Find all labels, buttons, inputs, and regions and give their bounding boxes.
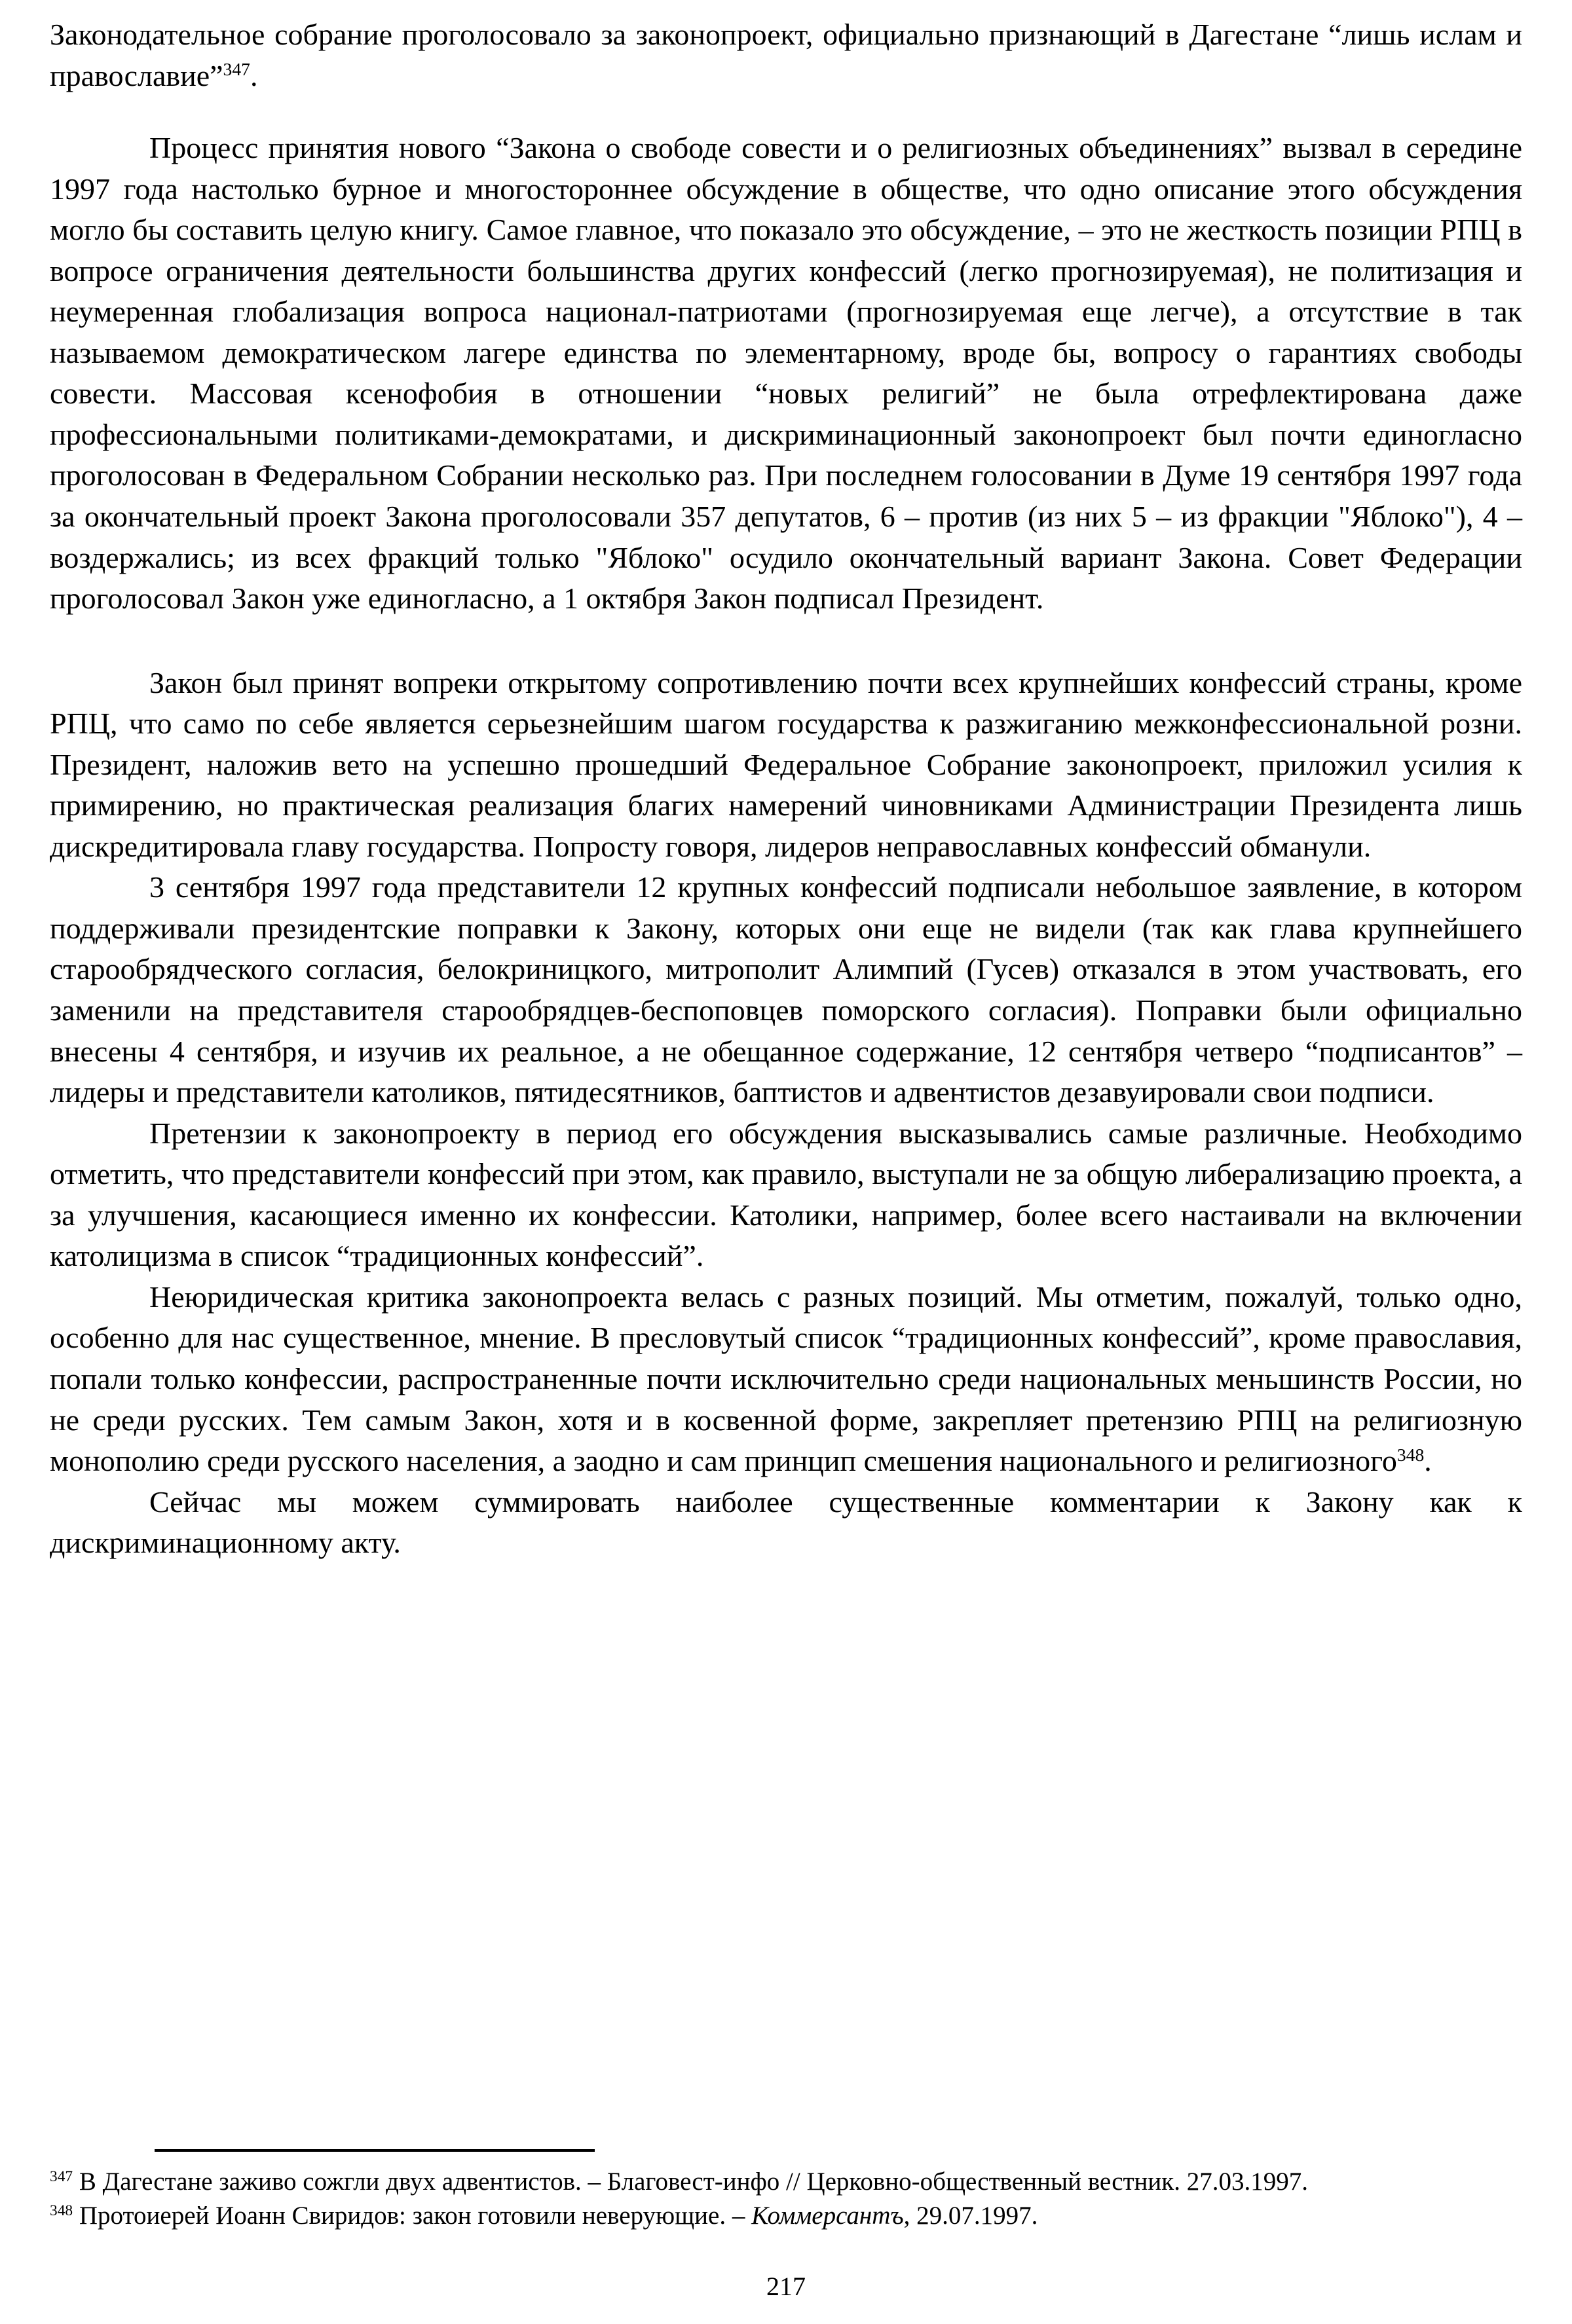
- footnotes-section: [50, 2165, 1522, 2233]
- paragraph-5: Претензии к законопроекту в период его обсуждения высказывались самые различные. Необходимо отметить, что представители конфессий при этом, как правило, выступали не за общую либерализацию проекта, а за улучшения, касающиеся именно их конфессии. Католики, например, более всего настаивали на включении католицизма в список “традиционных конфессий”.: [50, 1116, 1522, 1273]
- page-number: 217: [766, 2272, 806, 2301]
- footnote-ref-347: 347: [223, 59, 250, 80]
- paragraph-7: Сейчас мы можем суммировать наиболее существенные комментарии к Закону как к дискриминационному акту.: [50, 1485, 1522, 1560]
- footnote-347: [50, 2165, 1522, 2199]
- footnote-separator-rule: [155, 2149, 595, 2152]
- footnote-text: В Дагестане заживо сожгли двух адвентистов. – Благовест-инфо // Церковно-общественный вестник. 27.03.1997.: [73, 2167, 1308, 2196]
- paragraph-text: Неюридическая критика законопроекта велась с разных позиций. Мы отметим, пожалуй, только одно, особенно для нас существенное, мнение. В пресловутый список “традиционных конфессий”, кроме православия, попали только конфессии, распространенные почти исключительно среди национальных меньшинств России, но не среди русских. Тем самым Закон, хотя и в косвенной форме, закрепляет претензию РПЦ на религиозную монополию среди русского населения, а заодно и сам принцип смешения национального и религиозного: [50, 1280, 1522, 1478]
- footnote-marker-347: 347: [50, 2168, 73, 2186]
- footnote-text: , 29.07.1997.: [903, 2202, 1038, 2230]
- paragraph-3: Закон был принят вопреки открытому сопротивлению почти всех крупнейших конфессий страны, кроме РПЦ, что само по себе является серьезнейшим шагом государства к разжиганию межконфессиональной розни. Президент, наложив вето на успешно прошедший Федеральное Собрание законопроект, приложил усилия к примирению, но практическая реализация благих намерений чиновниками Администрации Президента лишь дискредитировала главу государства. Попросту говоря, лидеров неправославных конфессий обманули.: [50, 665, 1522, 863]
- footnote-source-name: Коммерсантъ: [751, 2202, 904, 2230]
- page-footer: [50, 2149, 1522, 2302]
- paragraph-2: Процесс принятия нового “Закона о свободе совести и о религиозных объединениях” вызвал в середине 1997 года настолько бурное и многостороннее обсуждение в обществе, что одно описание этого обсуждения могло бы составить целую книгу. Самое главное, что показало это обсуждение, – это не жесткость позиции РПЦ в вопросе ограничения деятельности большинства других конфессий (легко прогнозируемая), не политизация и неумеренная глобализация вопроса национал-патриотами (прогнозируемая еще легче), а отсутствие в так называемом демократическом лагере единства по элементарному, вроде бы, вопросу о гарантиях свободы совести. Массовая ксенофобия в отношении “новых религий” не была отрефлектирована даже профессиональными политиками-демократами, и дискриминационный законопроект был почти единогласно проголосован в Федеральном Собрании несколько раз. При последнем голосовании в Думе 19 сентября 1997 года за окончательный проект Закона проголосовали 357 депутатов, 6 – против (из них 5 – из фракции "Яблоко"), 4 – воздержались; из всех фракций только "Яблоко" осудило окончательный вариант Закона. Совет Федерации проголосовал Закон уже единогласно, а 1 октября Закон подписал Президент.: [50, 131, 1522, 616]
- paragraph-text: Законодательное собрание проголосовало за законопроект, официально признающий в Дагестане “лишь ислам и православие”: [50, 18, 1522, 92]
- footnote-text: Протоиерей Иоанн Свиридов: закон готовили неверующие. –: [73, 2202, 752, 2230]
- footnote-348: [50, 2199, 1522, 2233]
- footnote-ref-348: 348: [1396, 1444, 1425, 1465]
- footnote-marker-348: 348: [50, 2202, 73, 2220]
- paragraph-text: .: [250, 58, 258, 92]
- page-body-text: [50, 14, 1522, 1564]
- paragraph-4: 3 сентября 1997 года представители 12 крупных конфессий подписали небольшое заявление, в котором поддерживали президентские поправки к Закону, которых они еще не видели (так как глава крупнейшего старообрядческого согласия, белокриницкого, митрополит Алимпий (Гусев) отказался в этом участвовать, его заменили на представителя старообрядцев-беспоповцев поморского согласия). Поправки были официально внесены 4 сентября, и изучив их реальное, а не обещанное содержание, 12 сентября четверо “подписантов” – лидеры и представители католиков, пятидесятников, баптистов и адвентистов дезавуировали свои подписи.: [50, 870, 1522, 1109]
- paragraph-6: [50, 1277, 1522, 1482]
- paragraph-1: [50, 14, 1522, 96]
- paragraph-text: .: [1424, 1444, 1432, 1478]
